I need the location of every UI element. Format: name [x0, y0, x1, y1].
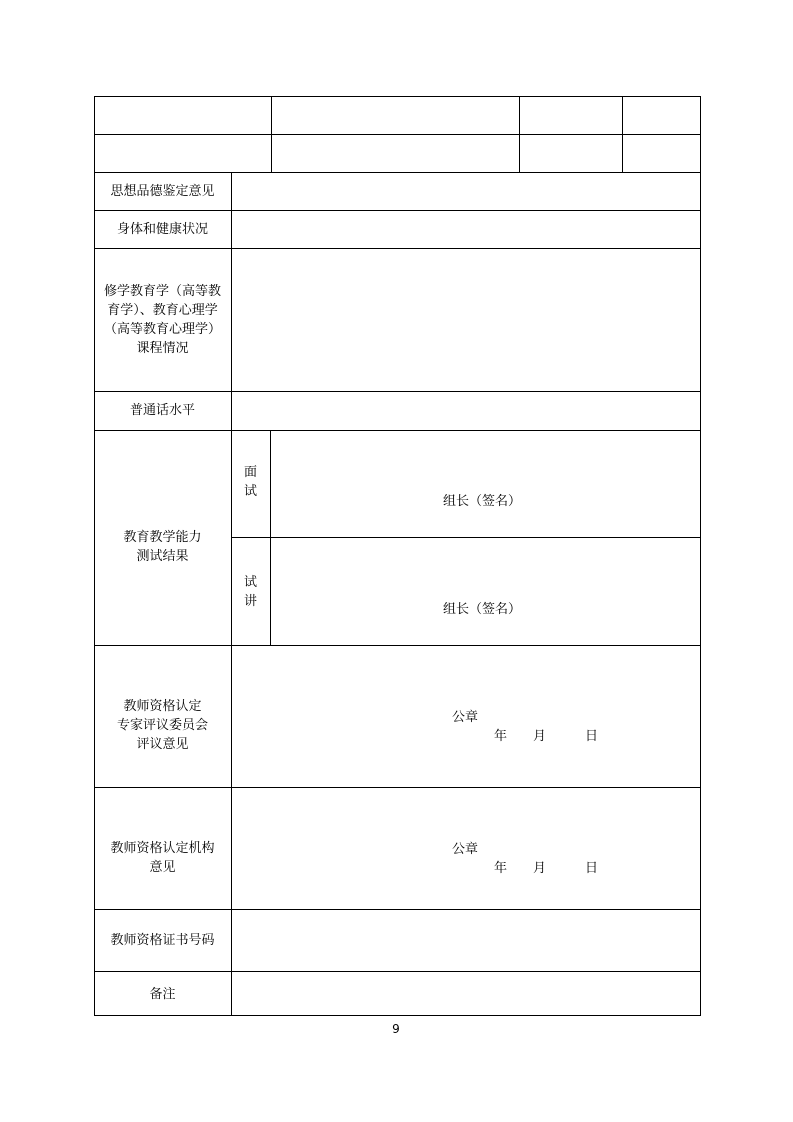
- header-cell-8[interactable]: [623, 135, 700, 172]
- morality-assessment-label: 思想品德鉴定意见: [110, 184, 215, 199]
- interview-label: 面 试: [243, 465, 257, 499]
- header-cell-7[interactable]: [520, 135, 622, 172]
- page-number: 9: [392, 1022, 400, 1036]
- committee-opinion-label: 教师资格认定 专家评议委员会 评议意见: [116, 699, 208, 752]
- header-cell-2[interactable]: [272, 97, 519, 134]
- health-status-label: 身体和健康状况: [116, 222, 208, 237]
- trial-lecture-label: 试 讲: [243, 575, 257, 609]
- remarks-label: 备注: [149, 987, 176, 1002]
- lecture-result-field[interactable]: [271, 538, 700, 645]
- header-cell-6[interactable]: [272, 135, 519, 172]
- agency-opinion-field[interactable]: [232, 788, 700, 909]
- header-cell-3[interactable]: [520, 97, 622, 134]
- health-status-field[interactable]: [232, 211, 700, 248]
- header-cell-4[interactable]: [623, 97, 700, 134]
- interview-result-field[interactable]: [271, 431, 700, 537]
- lecture-leader-signature: 组长（签名）: [442, 602, 521, 617]
- agency-opinion-label: 教师资格认定机构 意见: [110, 841, 215, 875]
- header-cell-1[interactable]: [95, 97, 271, 134]
- interview-leader-signature: 组长（签名）: [442, 494, 521, 509]
- putonghua-level-label: 普通话水平: [129, 403, 195, 418]
- putonghua-level-field[interactable]: [232, 392, 700, 430]
- pedagogy-courses-label: 修学教育学（高等教 育学）、教育心理学 （高等教育心理学） 课程情况: [103, 284, 221, 356]
- teaching-ability-label: 教育教学能力 测试结果: [123, 530, 202, 564]
- pedagogy-courses-field[interactable]: [232, 249, 700, 391]
- certificate-number-label: 教师资格证书号码: [110, 933, 215, 948]
- remarks-field[interactable]: [232, 972, 700, 1015]
- committee-seal: 公章: [451, 710, 478, 725]
- committee-opinion-field[interactable]: [232, 646, 700, 787]
- agency-seal: 公章: [451, 842, 478, 857]
- certificate-number-field[interactable]: [232, 910, 700, 971]
- morality-assessment-field[interactable]: [232, 173, 700, 210]
- committee-date: 年 月 日: [494, 729, 599, 744]
- agency-date: 年 月 日: [494, 861, 599, 876]
- header-cell-5[interactable]: [95, 135, 271, 172]
